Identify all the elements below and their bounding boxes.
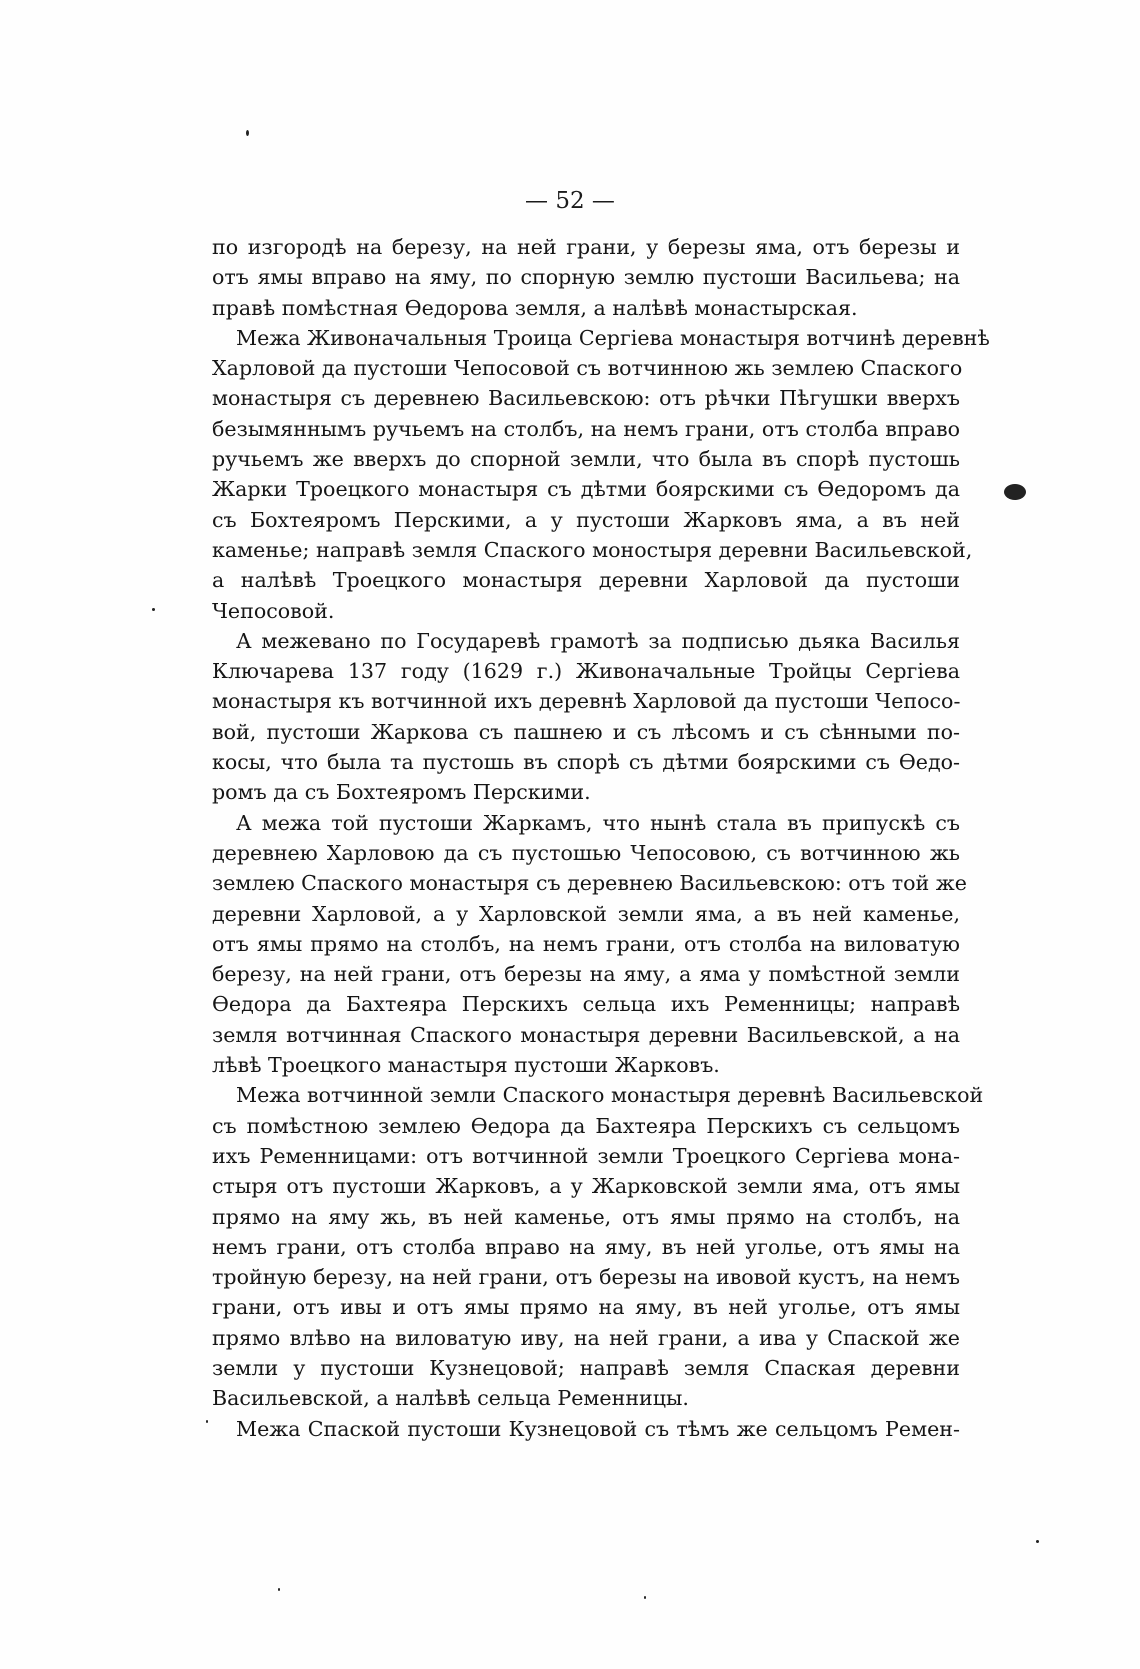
text-line: Межа Спаской пустоши Кузнецовой съ тѣмъ же сельцомъ Ремен- — [236, 1416, 960, 1441]
text-line: ихъ Ременницами: отъ вотчинной земли Троецкого Сергіева мона- — [212, 1143, 960, 1168]
scan-speck — [206, 1420, 208, 1423]
text-line: Харловой да пустоши Чепосовой съ вотчинною жь землею Спаского — [212, 356, 963, 381]
text-line: съ помѣстною землею Ѳедора да Бахтеяра Перскихъ съ сельцомъ — [212, 1113, 960, 1138]
text-line: Ѳедора да Бахтеяра Перскихъ сельца ихъ Ременницы; направѣ — [212, 992, 960, 1017]
text-line: березу, на ней грани, отъ березы на яму, а яма у помѣстной земли — [212, 962, 960, 987]
text-line: Межа Живоначальныя Троица Сергіева монастыря вотчинѣ деревнѣ — [236, 325, 990, 350]
text-line: лѣвѣ Троецкого манастыря пустоши Жарковъ. — [212, 1053, 720, 1078]
text-line: вой, пустоши Жаркова съ пашнею и съ лѣсомъ и съ сѣнными по- — [212, 719, 960, 744]
scan-speck — [278, 1588, 280, 1591]
text-line: Ключарева 137 году (1629 г.) Живоначальные Тройцы Сергіева — [212, 659, 960, 684]
text-line: безымяннымъ ручьемъ на столбъ, на немъ грани, отъ столба вправо — [212, 416, 960, 441]
scan-speck — [246, 130, 249, 136]
text-line: ромъ да съ Бохтеяромъ Перскими. — [212, 780, 591, 805]
text-line: землею Спаского монастыря съ деревнею Васильевскою: отъ той же — [212, 871, 967, 896]
text-line: съ Бохтеяромъ Перскими, а у пустоши Жарковъ яма, а въ ней — [212, 507, 960, 532]
scan-speck — [644, 1596, 646, 1599]
text-line: стыря отъ пустоши Жарковъ, а у Жарковской земли яма, отъ ямы — [212, 1174, 960, 1199]
text-line: монастыря къ вотчинной ихъ деревнѣ Харловой да пустоши Чепосо- — [212, 689, 961, 714]
text-line: каменье; направѣ земля Спаского моностыря деревни Васильевской, — [212, 537, 973, 562]
text-line: земли у пустоши Кузнецовой; направѣ земля Спаская деревни — [212, 1355, 960, 1380]
text-line: прямо влѣво на виловатую иву, на ней грани, а ива у Спаской же — [212, 1325, 960, 1350]
text-line: тройную березу, на ней грани, отъ березы на ивовой кустъ, на немъ — [212, 1265, 960, 1290]
page-number: — 52 — — [525, 188, 615, 214]
text-line: Жарки Троецкого монастыря съ дѣтми боярскими съ Ѳедоромъ да — [212, 477, 960, 502]
text-line: Васильевской, а налѣвѣ сельца Ременницы. — [212, 1386, 689, 1411]
text-line: земля вотчинная Спаского монастыря деревни Васильевской, а на — [212, 1022, 960, 1047]
scan-speck — [152, 608, 155, 611]
text-line: правѣ помѣстная Ѳедорова земля, а налѣвѣ монастырская. — [212, 295, 858, 320]
text-line: немъ грани, отъ столба вправо на яму, въ ней уголье, отъ ямы на — [212, 1234, 960, 1259]
body-text — [212, 232, 990, 1444]
text-line: отъ ямы прямо на столбъ, на немъ грани, отъ столба на виловатую — [212, 931, 960, 956]
text-line: А межа той пустоши Жаркамъ, что нынѣ стала въ припускѣ съ — [236, 810, 960, 835]
scan-speck — [1036, 1540, 1039, 1543]
text-line: отъ ямы вправо на яму, по спорную землю пустоши Васильева; на — [212, 265, 960, 290]
text-line: Межа вотчинной земли Спаского монастыря деревнѣ Васильевской — [236, 1083, 984, 1108]
text-line: А межевано по Государевѣ грамотѣ за подписью дьяка Василья — [236, 628, 960, 653]
text-line: грани, отъ ивы и отъ ямы прямо на яму, въ ней уголье, отъ ямы — [212, 1295, 960, 1320]
text-line: ручьемъ же вверхъ до спорной земли, что была въ спорѣ пустошь — [212, 447, 960, 472]
text-line: монастыря съ деревнею Васильевскою: отъ рѣчки Пѣгушки вверхъ — [212, 386, 960, 411]
text-line: Чепосовой. — [212, 598, 335, 623]
text-line: косы, что была та пустошь въ спорѣ съ дѣтми боярскими съ Ѳедо- — [212, 750, 960, 775]
text-line: деревнею Харловою да съ пустошью Чепосовою, съ вотчинною жь — [212, 840, 960, 865]
text-line: прямо на яму жь, въ ней каменье, отъ ямы прямо на столбъ, на — [212, 1204, 960, 1229]
text-line: а налѣвѣ Троецкого монастыря деревни Харловой да пустоши — [212, 568, 960, 593]
ink-blot — [1004, 484, 1026, 500]
text-line: деревни Харловой, а у Харловской земли яма, а въ ней каменье, — [212, 901, 960, 926]
text-line: по изгородѣ на березу, на ней грани, у березы яма, отъ березы и — [212, 235, 960, 259]
